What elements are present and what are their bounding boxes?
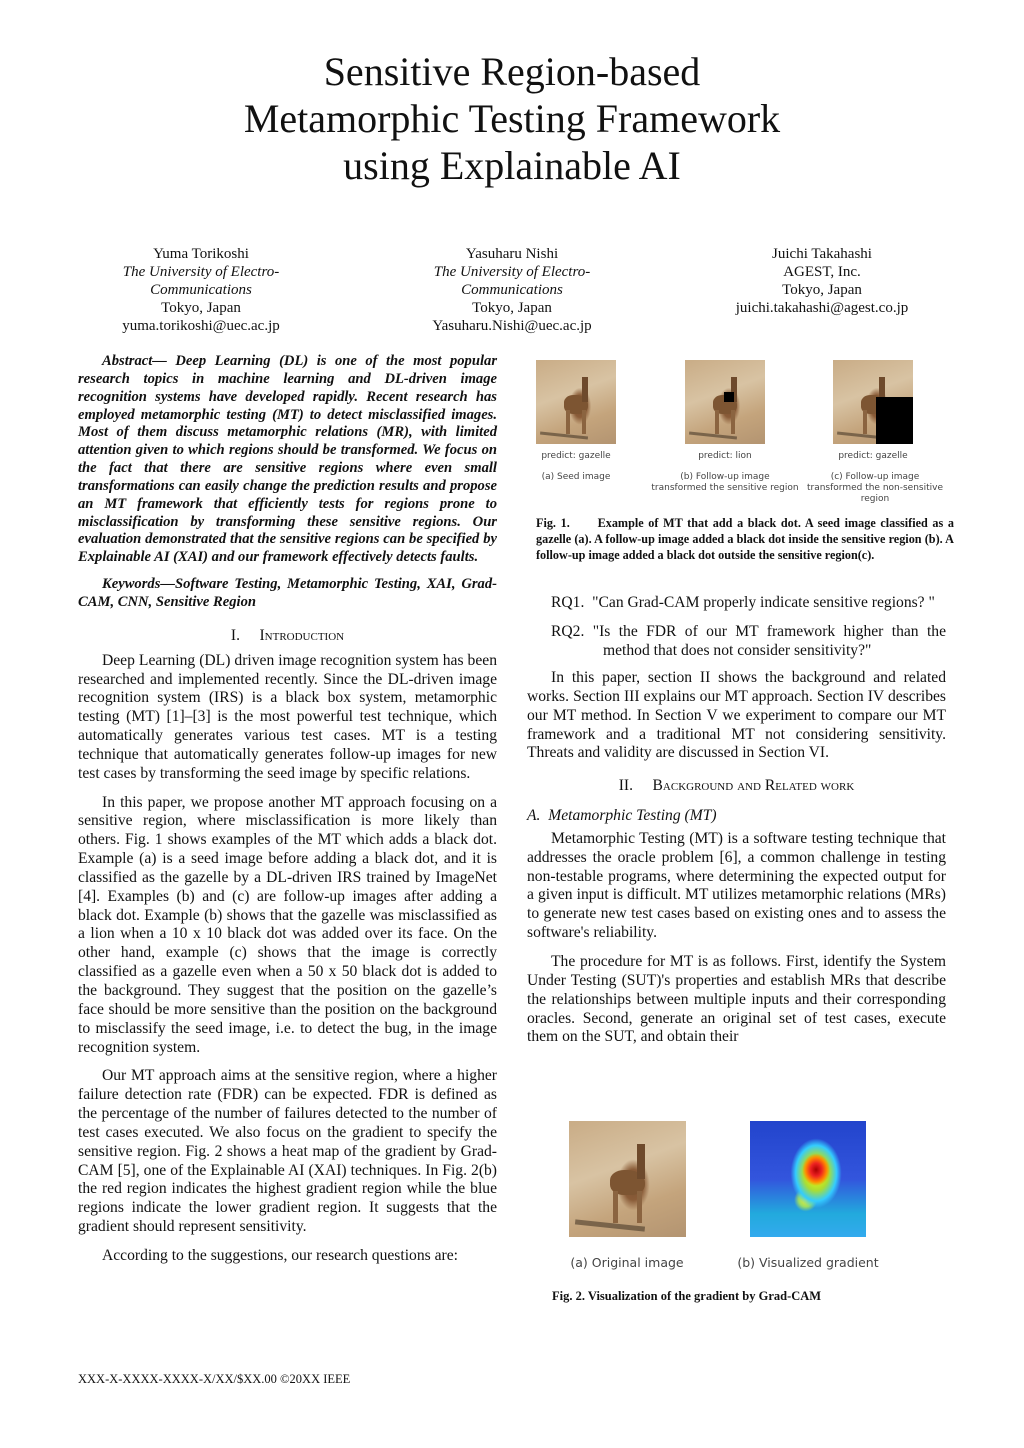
subsection-heading: A. Metamorphic Testing (MT) [527, 807, 717, 825]
panel-caption-line: transformed the non-sensitive region [806, 483, 944, 504]
black-dot [876, 397, 913, 444]
author-location: Tokyo, Japan [472, 300, 552, 316]
figure-1-caption: Fig. 1. Example of MT that add a black dot. A seed image classified as a gazelle (a). A follow-up image added a black dot inside the sensitive region (b). A follow-up image added a black dot outside the sensitive region(c). [536, 516, 958, 562]
paper-title [0, 48, 1024, 189]
author-email: Yasuharu.Nishi@uec.ac.jp [432, 318, 592, 334]
rq-label: RQ2. [551, 623, 585, 640]
paragraph: Metamorphic Testing (MT) is a software testing technique that addresses the oracle problem [6], a common challenge in testing non-testable programs, where determining the expected output for a given input is difficult. MT utilizes metamorphic relations (MRs) to generate new test cases based on existing ones and to assess the software's reliability. [527, 829, 946, 942]
author-affiliation: The University of Electro- [122, 264, 280, 280]
right-column [527, 593, 946, 1047]
section-title: Background and Related work [652, 777, 855, 795]
author-1 [51, 245, 351, 335]
footer-copyright: XXX-X-XXXX-XXXX-X/XX/$XX.00 ©20XX IEEE [78, 1372, 351, 1386]
prediction-label: predict: gazelle [838, 451, 908, 461]
panel-caption: (b) Visualized gradient [737, 1255, 879, 1270]
keywords: Keywords—Software Testing, Metamorphic Testing, XAI, Grad-CAM, CNN, Sensitive Region [78, 576, 497, 610]
author-email: yuma.torikoshi@uec.ac.jp [122, 318, 280, 334]
rq-text: "Is the FDR of our MT framework higher than the method that does not consider sensitivity?" [592, 623, 946, 659]
panel-caption-line: (a) Seed image [541, 472, 611, 482]
follow-up-image-non-sensitive [833, 360, 913, 444]
author-affiliation: Communications [150, 282, 252, 298]
panel-caption: (a) Original image [570, 1255, 684, 1270]
research-question [527, 622, 946, 660]
section-heading [527, 777, 946, 796]
section-number: II. [618, 777, 634, 795]
section-title: Introduction [259, 626, 345, 644]
gradient-heatmap-image [750, 1121, 866, 1237]
title-line: Metamorphic Testing Framework [243, 96, 781, 141]
panel-caption [795, 472, 955, 505]
title-line: using Explainable AI [343, 143, 681, 188]
paragraph: According to the suggestions, our research questions are: [102, 1246, 458, 1264]
prediction-label: predict: gazelle [541, 451, 611, 461]
panel-caption [516, 472, 636, 483]
panel-caption-line: transformed the sensitive region [651, 483, 799, 493]
paragraph: The procedure for MT is as follows. First, identify the System Under Testing (SUT)'s properties and establish MRs that describe the relationships between multiple inputs and their corresponding oracles. Second, generate an original set of test cases, execute them on the SUT, and obtain their [527, 952, 946, 1046]
original-image [569, 1121, 686, 1237]
left-column [78, 353, 497, 1266]
abstract: Abstract— Deep Learning (DL) is one of the most popular research topics in machine learning and DL-driven image recognition systems have developed rapidly. Recent research has employed metamorphic testing (MT) to detect misclassified images. Most of them discuss metamorphic relations (MR), with limited attention given to which regions should be transformed. We focus on the fact that there are sensitive regions where even small transformations can easily change the prediction results and propose an MT framework that efficiently tests for regions prone to misclassification by transforming these sensitive regions. Our evaluation demonstrated that the sensitive regions can be specified by Explainable AI (XAI) and our framework effectively detects faults. [78, 353, 497, 566]
follow-up-image-sensitive [685, 360, 765, 444]
paragraph: Deep Learning (DL) driven image recognition system has been researched and implemented recently. Since the DL-driven image recognition system (IRS) is a black box system, metamorphic testing (MT) [1]–[3] is the most powerful test technique, which automatically generates various test cases. MT is a testing technique that automatically generates follow-up images for new test cases by transforming the seed image by specific relations. [78, 651, 497, 782]
author-location: Tokyo, Japan [161, 300, 241, 316]
panel-caption-line: (c) Follow-up image [830, 472, 920, 482]
author-email: juichi.takahashi@agest.co.jp [735, 300, 909, 316]
title-line: Sensitive Region-based [323, 49, 701, 94]
author-name: Yasuharu Nishi [465, 246, 559, 262]
rq-text: "Can Grad-CAM properly indicate sensitive regions? " [592, 594, 935, 611]
paragraph: In this paper, section II shows the background and related works. Section III explains our MT approach. Section IV describes our MT method. In Section V we experiment to compare our MT framework and a traditional MT not considering sensitivity. Threats and validity are discussed in Section VI. [527, 669, 946, 762]
paragraph: Our MT approach aims at the sensitive region, where a higher failure detection rate (FDR) can be expected. FDR is defined as the percentage of the number of failures detected to the number of test cases executed. We also focus on the gradient to specify the sensitive region. Fig. 2 shows a heat map of the gradient by Grad-CAM [5], one of the Explainable AI (XAI) techniques. In Fig. 2(b) the red region indicates the highest gradient region while the blue regions indicate the lower gradient region. It suggests that the gradient should represent sensitivity. [78, 1067, 497, 1236]
seed-image [536, 360, 616, 444]
research-question [527, 593, 946, 612]
author-affiliation: Communications [461, 282, 563, 298]
prediction-label: predict: lion [698, 451, 752, 461]
black-dot [724, 392, 734, 402]
author-name: Yuma Torikoshi [153, 246, 249, 262]
figure-2-caption: Fig. 2. Visualization of the gradient by Grad-CAM [552, 1289, 822, 1303]
rq-label: RQ1. [551, 594, 585, 611]
author-location: Tokyo, Japan [782, 282, 862, 298]
author-3 [672, 245, 972, 317]
author-affiliation: AGEST, Inc. [783, 264, 861, 280]
author-affiliation: The University of Electro- [433, 264, 591, 280]
section-number: I. [230, 626, 240, 644]
panel-caption [650, 472, 800, 494]
author-name: Juichi Takahashi [772, 246, 872, 262]
paragraph: In this paper, we propose another MT approach focusing on a sensitive region, where misclassification is more likely than others. Fig. 1 shows examples of the MT which adds a black dot. Example (a) is a seed image before adding a black dot, and it is classified as the gazelle by a DL-driven IRS trained by ImageNet [4]. Examples (b) and (c) are follow-up images after adding a black dot. Example (b) shows that the gazelle was misclassified as a lion when a 10 x 10 black dot was added over its face. On the other hand, example (c) shows that the image is correctly classified as a gazelle even when a 50 x 50 black dot is added to the background. They suggest that the position on the gazelle’s face should be more sensitive than the position on the background to misclassify the seed image, i.e. to detect the bug, in the image recognition system. [78, 793, 497, 1056]
author-2 [362, 245, 662, 335]
panel-caption-line: (b) Follow-up image [680, 472, 770, 482]
section-heading [78, 627, 497, 646]
